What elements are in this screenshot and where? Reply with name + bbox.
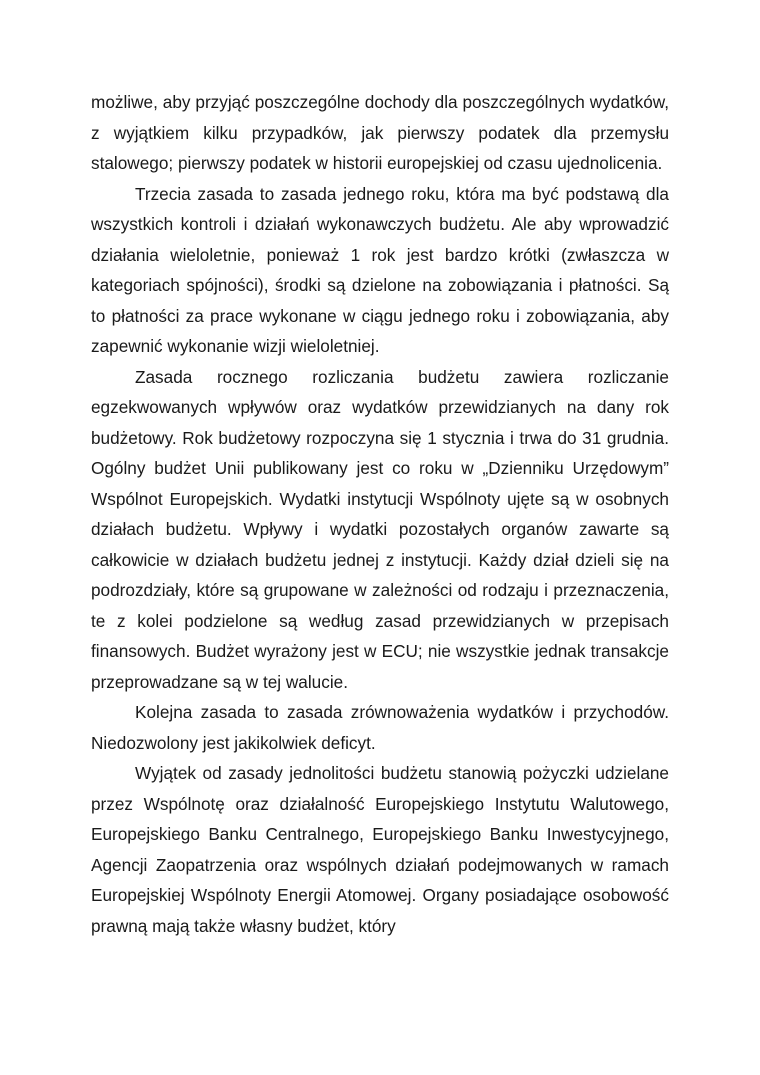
paragraph-continuation: możliwe, aby przyjąć poszczególne dochody dla poszczególnych wydatków, z wyjątkiem kilku przypadków, jak pierwszy podatek dla przemysłu stalowego; pierwszy podatek w historii europejskiej od czasu ujednolicenia. bbox=[91, 92, 669, 173]
paragraph-one-year-principle: Trzecia zasada to zasada jednego roku, która ma być podstawą dla wszystkich kontroli i działań wykonawczych budżetu. Ale aby wprowadzić działania wieloletnie, ponieważ 1 rok jest bardzo krótki (zwłaszcza w kategoriach spójności), środki są dzielone na zobowiązania i płatności. Są to płatności za prace wykonane w ciągu jednego roku i zobowiązania, aby zapewnić wykonanie wizji wieloletniej. bbox=[91, 183, 669, 356]
paragraph-annual-settlement: Zasada rocznego rozliczania budżetu zawiera rozliczanie egzekwowanych wpływów oraz wydatków przewidzianych na dany rok budżetowy. Rok budżetowy rozpoczyna się 1 stycznia i trwa do 31 grudnia. Ogólny budżet Unii publikowany jest co roku w „Dzienniku Urzędowym” Wspólnot Europejskich. Wydatki instytucji Wspólnoty ujęte są w osobnych działach budżetu. Wpływy i wydatki pozostałych organów zawarte są całkowicie w działach budżetu jednej z instytucji. Każdy dział dzieli się na podrozdziały, które są grupowane w zależności od rodzaju i przeznaczenia, te z kolei podzielone są według zasad przewidzianych w przepisach finansowych. Budżet wyrażony jest w ECU; nie wszystkie jednak transakcje przeprowadzane są w tej walucie. bbox=[91, 366, 669, 692]
document-body bbox=[91, 87, 669, 941]
paragraph-unity-exception: Wyjątek od zasady jednolitości budżetu stanowią pożyczki udzielane przez Wspólnotę oraz działalność Europejskiego Instytutu Walutowego, Europejskiego Banku Centralnego, Europejskiego Banku Inwestycyjnego, Agencji Zaopatrzenia oraz wspólnych działań podejmowanych w ramach Europejskiej Wspólnoty Energii Atomowej. Organy posiadające osobowość prawną mają także własny budżet, który bbox=[91, 763, 669, 936]
paragraph-balance-principle: Kolejna zasada to zasada zrównoważenia wydatków i przychodów. Niedozwolony jest jakikolwiek deficyt. bbox=[91, 702, 669, 753]
